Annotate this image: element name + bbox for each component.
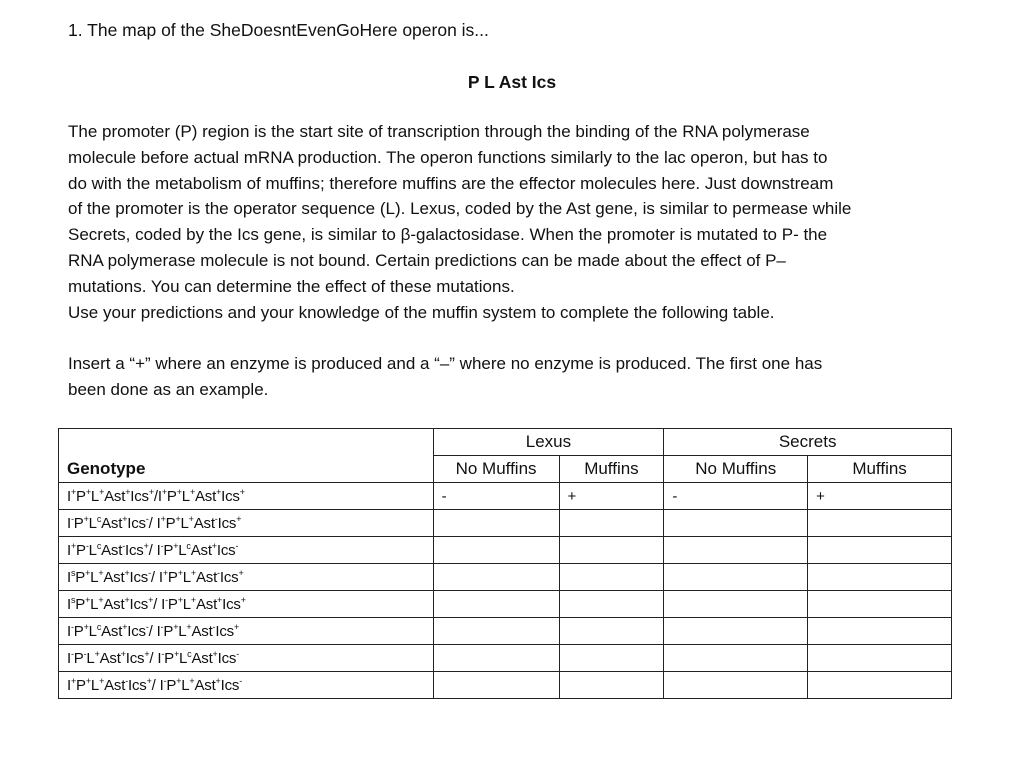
gene-symbol: P xyxy=(163,622,174,640)
gene-symbol: I xyxy=(67,541,71,559)
genotype-cell xyxy=(59,537,434,564)
table-row xyxy=(59,591,952,618)
result-cell-secrets-no[interactable] xyxy=(664,618,808,645)
gene-symbol: / I xyxy=(150,568,163,586)
result-cell-lexus-no[interactable] xyxy=(433,564,559,591)
result-cell-lexus-yes[interactable] xyxy=(559,618,664,645)
gene-symbol: Ics xyxy=(215,622,234,640)
gene-symbol: Ast xyxy=(191,649,213,667)
result-cell-lexus-yes[interactable] xyxy=(559,537,664,564)
gene-symbol: /I xyxy=(153,487,162,505)
gene-symbol: Ast xyxy=(104,676,126,694)
allele-superscript: + xyxy=(190,567,196,578)
result-cell-lexus-no[interactable] xyxy=(433,672,559,699)
gene-symbol: P xyxy=(73,514,84,532)
gene-symbol: Ast xyxy=(194,676,216,694)
result-cell-secrets-yes[interactable] xyxy=(808,672,952,699)
allele-superscript: + xyxy=(190,594,196,605)
allele-superscript: s xyxy=(70,594,76,605)
gene-symbol: Ast xyxy=(101,541,123,559)
allele-superscript: + xyxy=(148,594,154,605)
allele-superscript: - xyxy=(160,621,164,632)
genotype-cell xyxy=(59,510,434,537)
gene-symbol: Ics xyxy=(127,514,146,532)
genotype-header: Genotype xyxy=(59,456,434,483)
genotype-cell xyxy=(59,672,434,699)
genotype-cell xyxy=(59,483,434,510)
allele-superscript: + xyxy=(173,648,179,659)
gene-symbol: P xyxy=(76,541,86,559)
gene-symbol: Ast xyxy=(195,487,217,505)
gene-symbol: / I xyxy=(151,676,164,694)
paragraph-line: mutations. You can determine the effect of these mutations. xyxy=(68,276,515,296)
table-corner-cell xyxy=(59,429,434,456)
paragraph-line: The promoter (P) region is the start site of transcription through the binding of the RNA polymerase xyxy=(68,122,810,141)
allele-superscript: + xyxy=(98,567,104,578)
gene-symbol: Ast xyxy=(104,487,126,505)
operon-map: P L Ast Ics xyxy=(467,72,557,92)
gene-symbol: P xyxy=(166,487,177,505)
allele-superscript: + xyxy=(144,648,150,659)
gene-symbol: Ast xyxy=(193,514,215,532)
gene-symbol: L xyxy=(182,595,191,613)
allele-superscript: + xyxy=(120,648,126,659)
gene-symbol: L xyxy=(90,487,100,505)
allele-superscript: - xyxy=(217,567,220,578)
table-group-header-row xyxy=(59,429,952,456)
paragraph-line: of the promoter is the operator sequence (L). Lexus, coded by the Ast gene, is similar to permease while xyxy=(68,199,852,219)
instruction-line: been done as an example. xyxy=(68,379,269,399)
allele-superscript: c xyxy=(96,621,102,632)
gene-symbol: I xyxy=(67,514,71,532)
result-cell-lexus-yes[interactable] xyxy=(559,564,664,591)
allele-superscript: - xyxy=(122,540,126,551)
allele-superscript: + xyxy=(99,675,105,686)
gene-symbol: Ics xyxy=(220,676,240,694)
paragraph-line: molecule before actual mRNA production. The operon functions similarly to the lac operon, but has to xyxy=(68,147,828,167)
gene-symbol: I xyxy=(67,595,71,613)
allele-superscript: + xyxy=(83,513,89,524)
result-cell-secrets-no[interactable]: - xyxy=(664,483,808,510)
allele-superscript: + xyxy=(236,513,242,524)
allele-superscript: - xyxy=(235,540,239,551)
gene-symbol: Ast xyxy=(103,595,125,613)
allele-superscript: - xyxy=(70,621,74,632)
result-cell-lexus-yes[interactable] xyxy=(559,645,664,672)
gene-symbol: P xyxy=(167,595,178,613)
allele-superscript: + xyxy=(70,486,77,497)
allele-superscript: + xyxy=(216,486,222,497)
gene-symbol: Ics xyxy=(129,595,149,613)
gene-symbol: L xyxy=(86,649,95,667)
gene-symbol: L xyxy=(90,568,99,586)
gene-symbol: / I xyxy=(148,622,161,640)
result-cell-lexus-yes[interactable] xyxy=(559,672,664,699)
gene-symbol: L xyxy=(88,514,97,532)
allele-superscript: - xyxy=(236,648,239,659)
gene-symbol: / I xyxy=(153,595,166,613)
allele-superscript: - xyxy=(148,567,151,578)
allele-superscript: + xyxy=(122,621,128,632)
allele-superscript: - xyxy=(70,513,74,524)
gene-symbol: Ast xyxy=(190,541,212,559)
table-row xyxy=(59,672,952,699)
gene-symbol: Ast xyxy=(191,622,213,640)
gene-symbol: P xyxy=(73,649,84,667)
allele-superscript: + xyxy=(70,540,77,551)
gene-symbol: Ics xyxy=(216,541,236,559)
gene-symbol: L xyxy=(178,541,187,559)
result-cell-secrets-no[interactable] xyxy=(664,591,808,618)
gene-symbol: Ics xyxy=(127,622,146,640)
gene-symbol: Ast xyxy=(195,568,218,586)
gene-symbol: I xyxy=(67,649,71,667)
allele-superscript: - xyxy=(165,594,168,605)
gene-symbol: P xyxy=(167,568,178,586)
allele-superscript: + xyxy=(188,513,194,524)
lexus-header: Lexus xyxy=(433,429,664,456)
gene-symbol: P xyxy=(75,595,86,613)
secrets-header: Secrets xyxy=(664,429,952,456)
allele-superscript: + xyxy=(175,513,181,524)
result-cell-secrets-yes[interactable] xyxy=(808,537,952,564)
result-cell-lexus-no[interactable] xyxy=(433,537,559,564)
gene-symbol: P xyxy=(163,541,174,559)
allele-superscript: + xyxy=(215,675,221,686)
gene-symbol: Ics xyxy=(217,514,237,532)
allele-superscript: + xyxy=(85,675,91,686)
result-cell-lexus-yes[interactable]: + xyxy=(559,483,664,510)
result-cell-secrets-no[interactable] xyxy=(664,510,808,537)
gene-symbol: Ast xyxy=(99,649,121,667)
result-cell-secrets-yes[interactable] xyxy=(808,564,952,591)
result-cell-lexus-no[interactable] xyxy=(433,618,559,645)
gene-symbol: / I xyxy=(148,514,161,532)
result-cell-secrets-yes[interactable] xyxy=(808,510,952,537)
gene-symbol: P xyxy=(166,676,177,694)
genotype-cell xyxy=(59,645,434,672)
allele-superscript: c xyxy=(187,648,192,659)
allele-superscript: - xyxy=(70,648,74,659)
allele-superscript: - xyxy=(214,513,218,524)
allele-superscript: c xyxy=(96,540,102,551)
table-row xyxy=(59,618,952,645)
allele-superscript: + xyxy=(162,567,168,578)
allele-superscript: + xyxy=(186,621,192,632)
result-cell-lexus-no[interactable] xyxy=(433,645,559,672)
result-cell-lexus-yes[interactable] xyxy=(559,510,664,537)
gene-symbol: Ast xyxy=(101,622,123,640)
allele-superscript: c xyxy=(186,540,191,551)
gene-symbol: I xyxy=(67,568,71,586)
genotype-cell xyxy=(59,591,434,618)
result-cell-secrets-yes[interactable]: + xyxy=(808,483,952,510)
allele-superscript: + xyxy=(124,594,130,605)
table-column-header-row xyxy=(59,456,952,483)
gene-symbol: L xyxy=(179,649,188,667)
allele-superscript: + xyxy=(217,594,223,605)
allele-superscript: + xyxy=(148,486,154,497)
allele-superscript: + xyxy=(173,540,179,551)
allele-superscript: + xyxy=(125,486,131,497)
genotype-cell xyxy=(59,618,434,645)
gene-symbol: L xyxy=(181,676,190,694)
genotype-cell xyxy=(59,564,434,591)
allele-superscript: + xyxy=(124,567,130,578)
instruction-paragraph xyxy=(68,351,968,403)
allele-superscript: + xyxy=(212,648,218,659)
allele-superscript: - xyxy=(85,540,89,551)
gene-symbol: Ast xyxy=(103,568,125,586)
allele-superscript: + xyxy=(238,567,244,578)
gene-symbol: L xyxy=(180,514,189,532)
allele-superscript: + xyxy=(99,486,105,497)
allele-superscript: + xyxy=(83,621,89,632)
allele-superscript: + xyxy=(176,486,182,497)
allele-superscript: - xyxy=(160,540,164,551)
lexus-muffins-header: Muffins xyxy=(559,456,664,483)
gene-symbol: P xyxy=(76,676,86,694)
gene-symbol: P xyxy=(76,487,86,505)
paragraph-line: RNA polymerase molecule is not bound. Certain predictions can be made about the effect of P– xyxy=(68,250,786,270)
gene-symbol: L xyxy=(181,487,190,505)
result-cell-lexus-no[interactable] xyxy=(433,591,559,618)
result-cell-lexus-yes[interactable] xyxy=(559,591,664,618)
gene-symbol: L xyxy=(182,568,191,586)
allele-superscript: + xyxy=(98,594,104,605)
result-cell-secrets-yes[interactable] xyxy=(808,645,952,672)
allele-superscript: + xyxy=(85,594,91,605)
result-cell-secrets-no[interactable] xyxy=(664,672,808,699)
allele-superscript: + xyxy=(70,675,77,686)
description-paragraph xyxy=(68,119,968,325)
gene-symbol: Ics xyxy=(217,649,237,667)
result-cell-secrets-no[interactable] xyxy=(664,564,808,591)
gene-symbol: L xyxy=(88,541,97,559)
lexus-no-muffins-header: No Muffins xyxy=(433,456,559,483)
gene-symbol: / I xyxy=(149,649,162,667)
gene-symbol: Ics xyxy=(219,568,239,586)
allele-superscript: + xyxy=(161,486,167,497)
gene-symbol: P xyxy=(75,568,86,586)
result-cell-secrets-no[interactable] xyxy=(664,537,808,564)
allele-superscript: s xyxy=(70,567,76,578)
genotype-table xyxy=(58,428,952,699)
gene-symbol: P xyxy=(73,622,84,640)
result-cell-lexus-no[interactable] xyxy=(433,510,559,537)
gene-symbol: Ics xyxy=(221,487,240,505)
allele-superscript: + xyxy=(177,567,183,578)
gene-symbol: Ics xyxy=(222,595,241,613)
table-row xyxy=(59,564,952,591)
gene-symbol: L xyxy=(90,595,99,613)
paragraph-line: Secrets, coded by the Ics gene, is similar to β-galactosidase. When the promoter is mutated to P- the xyxy=(68,225,828,245)
table-row xyxy=(59,483,952,510)
gene-symbol: I xyxy=(67,676,71,694)
instruction-line: Insert a “+” where an enzyme is produced and a “–” where no enzyme is produced. The first one has xyxy=(68,354,823,373)
allele-superscript: - xyxy=(161,648,165,659)
gene-symbol: I xyxy=(67,487,71,505)
gene-symbol: L xyxy=(90,676,100,694)
gene-symbol: P xyxy=(164,649,174,667)
result-cell-secrets-no[interactable] xyxy=(664,645,808,672)
table-row xyxy=(59,537,952,564)
secrets-muffins-header: Muffins xyxy=(808,456,952,483)
allele-superscript: + xyxy=(122,513,128,524)
gene-symbol: Ics xyxy=(125,541,144,559)
gene-symbol: Ics xyxy=(125,649,145,667)
allele-superscript: + xyxy=(176,675,182,686)
allele-superscript: + xyxy=(85,486,91,497)
allele-superscript: + xyxy=(173,621,179,632)
secrets-no-muffins-header: No Muffins xyxy=(664,456,808,483)
allele-superscript: + xyxy=(177,594,183,605)
gene-symbol: Ics xyxy=(129,568,149,586)
allele-superscript: - xyxy=(125,675,129,686)
allele-superscript: - xyxy=(145,513,149,524)
allele-superscript: + xyxy=(233,621,239,632)
gene-symbol: I xyxy=(67,622,71,640)
gene-symbol: Ast xyxy=(101,514,123,532)
table-row xyxy=(59,510,952,537)
allele-superscript: + xyxy=(160,513,166,524)
allele-superscript: - xyxy=(239,675,242,686)
gene-symbol: Ics xyxy=(130,487,149,505)
question-heading: 1. The map of the SheDoesntEvenGoHere operon is... xyxy=(68,20,489,40)
allele-superscript: + xyxy=(189,675,195,686)
result-cell-lexus-no[interactable]: - xyxy=(433,483,559,510)
allele-superscript: + xyxy=(94,648,100,659)
paragraph-line: Use your predictions and your knowledge of the muffin system to complete the following table. xyxy=(68,302,775,322)
gene-symbol: Ics xyxy=(128,676,147,694)
paragraph-line: do with the metabolism of muffins; therefore muffins are the effector molecules here. Just downstream xyxy=(68,173,834,193)
allele-superscript: + xyxy=(146,675,152,686)
allele-superscript: + xyxy=(211,540,217,551)
allele-superscript: - xyxy=(163,675,167,686)
allele-superscript: - xyxy=(145,621,149,632)
result-cell-secrets-yes[interactable] xyxy=(808,618,952,645)
allele-superscript: + xyxy=(189,486,195,497)
allele-superscript: + xyxy=(143,540,149,551)
allele-superscript: c xyxy=(96,513,102,524)
gene-symbol: P xyxy=(165,514,176,532)
allele-superscript: + xyxy=(85,567,91,578)
result-cell-secrets-yes[interactable] xyxy=(808,591,952,618)
gene-symbol: L xyxy=(88,622,97,640)
allele-superscript: - xyxy=(83,648,87,659)
table-row xyxy=(59,645,952,672)
allele-superscript: + xyxy=(240,594,246,605)
allele-superscript: + xyxy=(239,486,245,497)
gene-symbol: L xyxy=(178,622,187,640)
gene-symbol: / I xyxy=(148,541,161,559)
allele-superscript: - xyxy=(212,621,216,632)
gene-symbol: Ast xyxy=(195,595,218,613)
